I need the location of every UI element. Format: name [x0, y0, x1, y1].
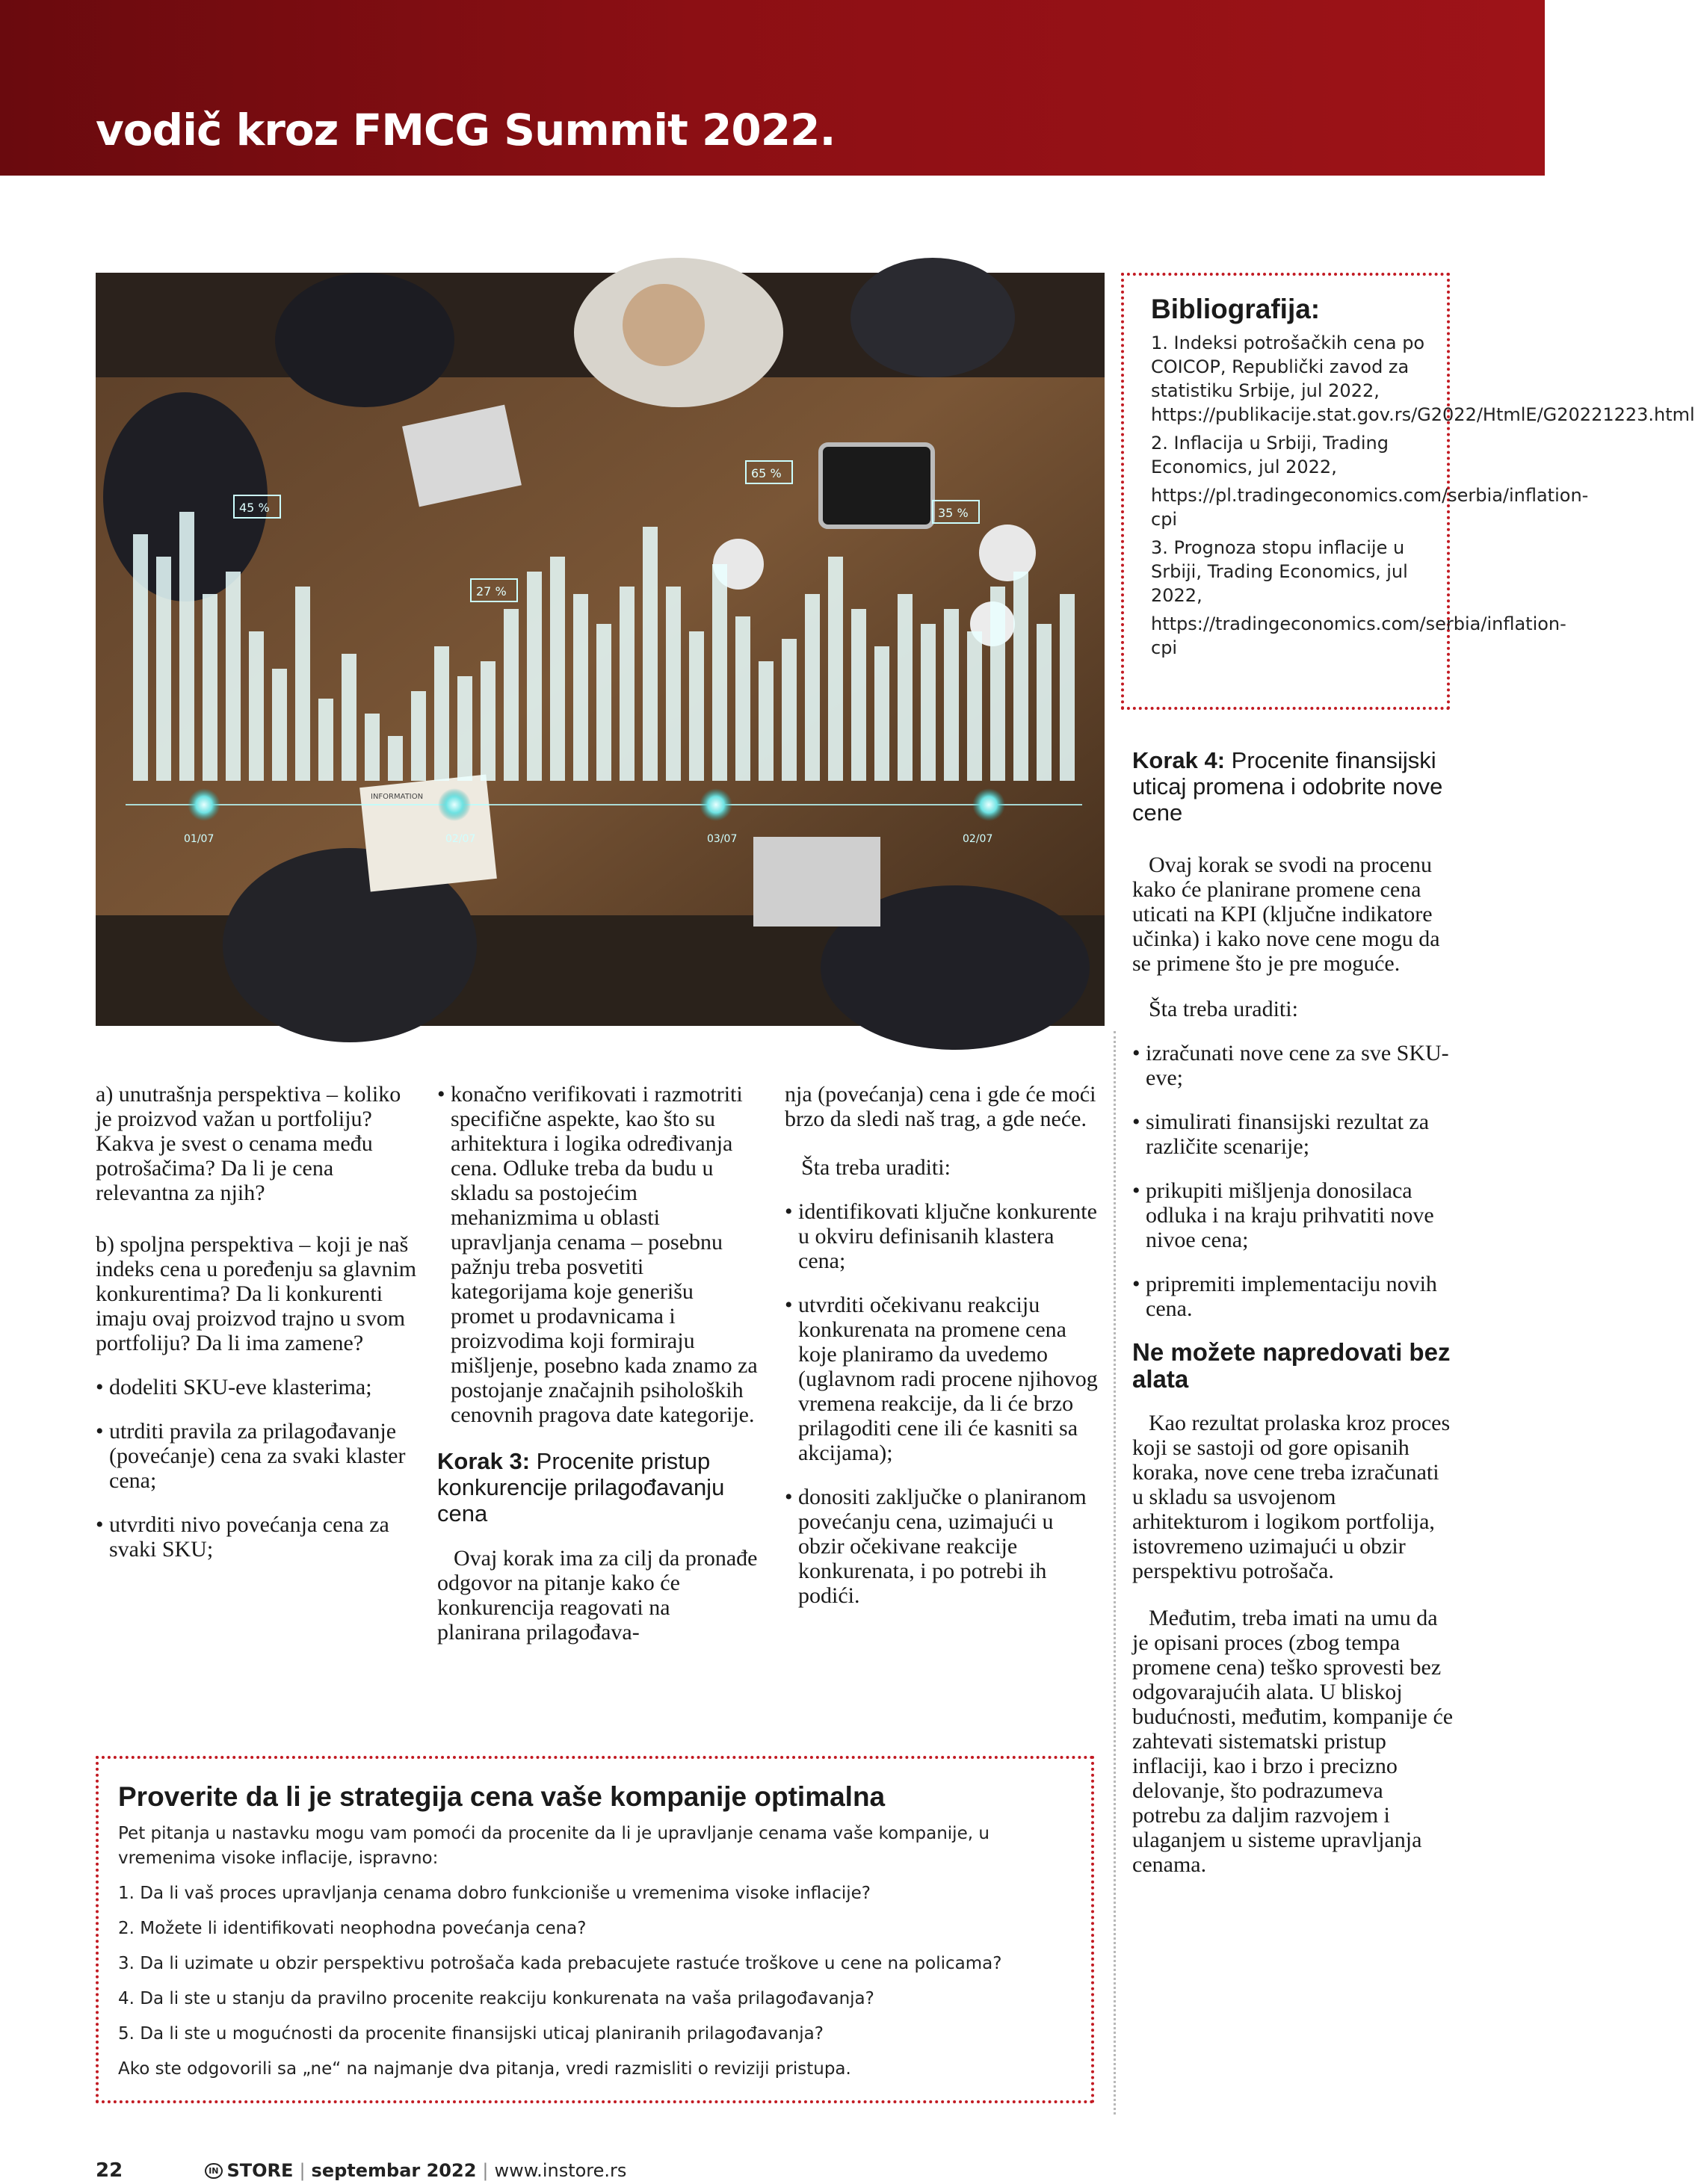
overlay-bar — [990, 587, 1005, 781]
korak-3-paragraph: Ovaj korak ima za cilj da pronađe odgovor na pitanje kako će konkurencija reagovati na planirana prilagođava- — [437, 1546, 758, 1645]
overlay-bar — [921, 624, 936, 781]
overlay-bar — [874, 646, 889, 781]
bullet-item: • simulirati finansijski rezultat za različite scenarije; — [1132, 1110, 1454, 1159]
column-1 — [96, 1082, 417, 1562]
column-2 — [437, 1082, 759, 1645]
overlay-bar — [295, 587, 310, 781]
bullet-item: • izračunati nove cene za sve SKU-eve; — [1132, 1041, 1454, 1090]
overlay-bar — [179, 512, 194, 781]
overlay-bar — [1013, 572, 1028, 781]
overlay-bar — [689, 631, 704, 781]
korak-4-title: Procenite finansijski uticaj promena i odobrite nove cene — [1132, 747, 1443, 826]
overlay-bar — [898, 594, 913, 781]
overlay-bar — [457, 676, 472, 781]
sta-treba-uraditi: Šta treba uraditi: — [801, 1155, 951, 1180]
sta-treba-uraditi: Šta treba uraditi: — [1149, 997, 1298, 1021]
date-label: 03/07 — [707, 833, 738, 845]
issue-date: septembar 2022 — [311, 2160, 477, 2181]
date-label: 02/07 — [963, 833, 993, 845]
overlay-bar — [851, 609, 866, 781]
section-heading: Ne možete napredovati bez alata — [1132, 1338, 1451, 1393]
checklist-box — [96, 1756, 1094, 2103]
callout-label: 27 % — [476, 584, 507, 598]
paragraph-external-perspective: b) spoljna perspektiva – koji je naš indeks cena u poređenju sa glavnim konkurentima? Da li konkurenti imaju ovaj proizvod trajno u svom portfoliju? Da li ima zamene? — [96, 1232, 417, 1355]
callout-label: 65 % — [751, 466, 782, 480]
photo-illustration — [96, 273, 1105, 1026]
korak-3-title: Procenite pristup konkurencije prilagođavanju cena — [437, 1448, 725, 1526]
bullet-item: • utvrditi očekivanu reakciju konkurenata na promene cena koje planiramo da uvedemo (uglavnom radi procene njihovog vremena reakcije, da li će brzo prilagoditi cene ili će kasniti sa akcijama); — [785, 1293, 1102, 1465]
footer-separator: | — [299, 2160, 306, 2181]
column-4 — [1132, 747, 1454, 1877]
paragraph-competition: nja (povećanja) cena i gde će moći brzo da sledi naš trag, a gde neće. — [785, 1082, 1096, 1131]
overlay-bar — [828, 557, 843, 781]
overlay-bar — [249, 631, 264, 781]
callout-label: 45 % — [239, 501, 270, 515]
overlay-bar — [318, 699, 333, 781]
overlay-bar — [759, 661, 774, 781]
checklist-title: Proverite da li je strategija cena vaše kompanije optimalna — [118, 1781, 886, 1812]
checklist-outro: Ako ste odgovorili sa „ne“ na najmanje dva pitanja, vredi razmisliti o reviziji pristupa. — [118, 2059, 851, 2079]
checklist-question: 4. Da li ste u stanju da pravilno procenite reakciju konkurenata na vaša prilagođavanja? — [118, 1989, 874, 2008]
bullet-item: • utvrditi nivo povećanja cena za svaki SKU; — [96, 1512, 417, 1562]
timeline-node — [188, 788, 220, 821]
overlay-bar — [782, 639, 797, 781]
korak-3-heading — [437, 1448, 759, 1526]
bibliography-item: https://pl.tradingeconomics.com/serbia/inflation-cpi — [1151, 485, 1589, 530]
overlay-bar — [712, 564, 727, 781]
logo-in: IN — [205, 2163, 222, 2179]
column-3 — [785, 1082, 1102, 1608]
korak-4-label: Korak 4: — [1132, 747, 1226, 773]
page-header — [0, 0, 1545, 176]
overlay-bar — [411, 691, 426, 781]
tablet — [821, 445, 933, 527]
korak-4-heading — [1132, 747, 1454, 826]
overlay-bar — [944, 609, 959, 781]
laptop — [753, 837, 880, 927]
instore-logo — [205, 2160, 293, 2181]
checklist-question: 3. Da li uzimate u obzir perspektivu potrošača kada prebacujete rastuće troškove u cene na policama? — [118, 1954, 1002, 1973]
timeline-node — [700, 788, 732, 821]
checklist-question: 2. Možete li identifikovati neophodna povećanja cena? — [118, 1919, 587, 1938]
bibliography-title: Bibliografija: — [1151, 294, 1321, 324]
meeting-photo — [96, 273, 1105, 1026]
bullet-item: • dodeliti SKU-eve klasterima; — [96, 1375, 417, 1399]
bullet-item: • pripremiti implementaciju novih cena. — [1132, 1272, 1454, 1321]
date-label: 02/07 — [445, 833, 476, 845]
bibliography-box — [1121, 273, 1695, 710]
bullet-item: • utrditi pravila za prilagođavanje (povećanje) cena za svaki klaster cena; — [96, 1419, 417, 1493]
bullet-item: • konačno verifikovati i razmotriti specifične aspekte, kao što su arhitektura i logika određivanja cena. Odluke treba da budu u skladu sa postojećim mehanizmima u oblasti upravljanja cenama – posebnu pažnju treba posvetiti kategorijama koje generišu promet u prodavnicama i proizvodima koji formiraju mišljenje, posebno kada znamo za postojanje značajnih psiholoških cenovnih pragova date kategorije. — [437, 1082, 759, 1427]
person-silhouette — [275, 273, 454, 407]
overlay-bar — [735, 616, 750, 781]
website-link[interactable]: www.instore.rs — [494, 2160, 627, 2181]
bullet-item: • identifikovati ključne konkurente u okviru definisanih klastera cena; — [785, 1199, 1102, 1273]
korak-4-paragraph: Ovaj korak se svodi na procenu kako će planirane promene cena uticati na KPI (ključne indikatore učinka) i kako nove cene mogu da se primene što je pre moguće. — [1132, 853, 1440, 976]
overlay-bar — [226, 572, 241, 781]
bullet-item: • donositi zaključke o planiranom povećanju cena, uzimajući u obzir očekivane reakcije konkurenata, i po potrebi ih podići. — [785, 1485, 1102, 1608]
footer-separator: | — [482, 2160, 489, 2181]
bullet-item: • prikupiti mišljenja donosilaca odluka i na kraju prihvatiti nove nivoe cena; — [1132, 1178, 1454, 1252]
logo-store: STORE — [226, 2160, 294, 2181]
page-number: 22 — [96, 2159, 123, 2182]
overlay-bar — [967, 631, 982, 781]
overlay-bar — [527, 572, 542, 781]
overlay-bar — [643, 527, 658, 781]
timeline-node — [972, 788, 1005, 821]
overlay-bar — [133, 534, 148, 781]
paper-text: INFORMATION — [371, 793, 424, 801]
bibliography-item: 1. Indeksi potrošačkih cena po COICOP, Republički zavod za statistiku Srbije, jul 2022, https://publikacije.stat.gov.rs/G2022/HtmlE/G20221223.html — [1151, 332, 1695, 425]
person-silhouette — [850, 258, 1015, 377]
callout-label: 35 % — [938, 506, 969, 520]
page-footer — [96, 2159, 626, 2182]
overlay-bar — [272, 669, 287, 781]
overlay-bar — [365, 714, 380, 781]
korak-3-label: Korak 3: — [437, 1448, 531, 1474]
overlay-bar — [1060, 594, 1075, 781]
overlay-bar — [666, 587, 681, 781]
timeline-node — [438, 788, 471, 821]
checklist-question: 5. Da li ste u mogućnosti da procenite finansijski uticaj planiranih prilagođavanja? — [118, 2024, 824, 2044]
overlay-bar — [434, 646, 449, 781]
header-title: vodič kroz FMCG Summit 2022. — [96, 105, 836, 155]
overlay-bar — [203, 594, 217, 781]
overlay-bar — [504, 609, 519, 781]
overlay-bar — [342, 654, 356, 781]
column-divider — [1114, 1031, 1116, 2115]
bibliography-item: 3. Prognoza stopu inflacije u Srbiji, Trading Economics, jul 2022, — [1151, 537, 1408, 606]
overlay-bar — [1037, 624, 1052, 781]
paragraph-tools: Međutim, treba imati na umu da je opisani proces (zbog tempa promene cena) teško sprovesti bez odgovarajućih alata. U bliskoj budućnosti, međutim, kompanije će zahtevati sistematski pristup inflaciji, kao i brzo i precizno delovanje, što podrazumeva potrebu za daljim razvojem i ulaganjem u sisteme upravljanja cenama. — [1132, 1606, 1454, 1877]
paragraph-result: Kao rezultat prolaska kroz proces koji se sastoji od gore opisanih koraka, nove cene treba izračunati u skladu sa usvojenom arhitekturom i logikom portfolija, istovremeno uzimajući u obzir perspektivu potrošača. — [1132, 1411, 1451, 1583]
bibliography-item: https://tradingeconomics.com/serbia/inflation-cpi — [1151, 613, 1566, 658]
overlay-bar — [805, 594, 820, 781]
overlay-bar — [156, 557, 171, 781]
person-silhouette — [623, 284, 705, 366]
checklist-question: 1. Da li vaš proces upravljanja cenama dobro funkcioniše u vremenima visoke inflacije? — [118, 1884, 871, 1903]
date-label: 01/07 — [184, 833, 214, 845]
overlay-bar — [620, 587, 635, 781]
paragraph-internal-perspective: a) unutrašnja perspektiva – koliko je proizvod važan u portfoliju? Kakva je svest o cenama među potrošačima? Da li je cena relevantna za njih? — [96, 1082, 401, 1205]
overlay-bar — [481, 661, 495, 781]
checklist-intro: Pet pitanja u nastavku mogu vam pomoći da procenite da li je upravljanje cenama vaše kompanije, u vremenima visoke inflacije, ispravno: — [118, 1824, 989, 1868]
bibliography-item: 2. Inflacija u Srbiji, Trading Economics, jul 2022, — [1151, 433, 1389, 477]
overlay-bar — [573, 594, 588, 781]
overlay-bar — [388, 736, 403, 781]
overlay-bar — [596, 624, 611, 781]
overlay-bar — [550, 557, 565, 781]
